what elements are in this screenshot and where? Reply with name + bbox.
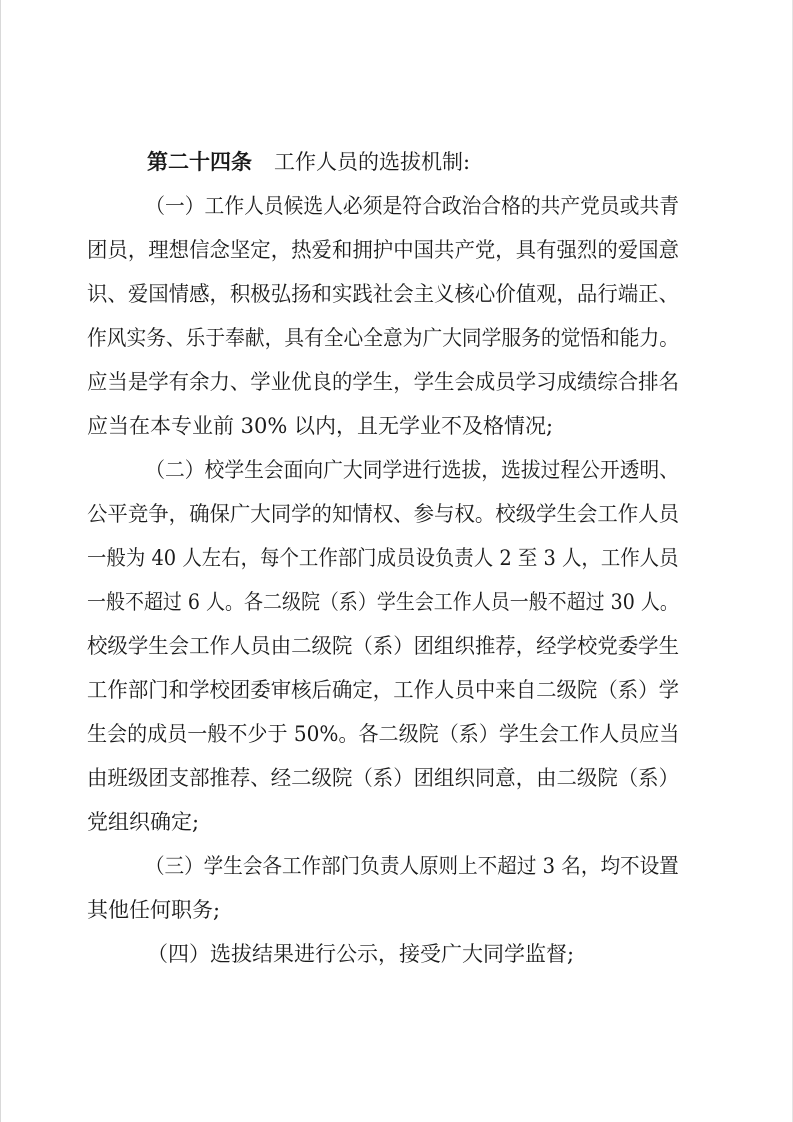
article-heading — [117, 140, 709, 184]
document-body — [87, 140, 709, 976]
paragraph-line: 工作部门和学校团委审核后确定，工作人员中来自二级院（系）学 — [87, 678, 679, 702]
paragraph-line: （三）学生会各工作部门负责人原则上不超过 3 名，均不设置 — [144, 854, 679, 878]
paragraph-line: （二）校学生会面向广大同学进行选拔，选拔过程公开透明、 — [145, 458, 679, 482]
paragraph-line: 作风实务、乐于奉献，具有全心全意为广大同学服务的觉悟和能力。 — [87, 326, 679, 350]
article-number: 第二十四条 — [147, 150, 252, 174]
paragraph — [87, 184, 709, 448]
paragraph-line: 团员，理想信念坚定，热爱和拥护中国共产党，具有强烈的爱国意 — [87, 238, 679, 262]
paragraph-line: 生会的成员一般不少于 50%。各二级院（系）学生会工作人员应当 — [87, 722, 680, 746]
paragraph-line: 识、爱国情感，积极弘扬和实践社会主义核心价值观，品行端正、 — [87, 282, 679, 306]
paragraph-line: 应当在本专业前 30% 以内，且无学业不及格情况; — [87, 414, 554, 438]
page-edge-left — [0, 0, 1, 1122]
paragraph — [87, 448, 709, 844]
paragraph-line: 校级学生会工作人员由二级院（系）团组织推荐，经学校党委学生 — [87, 634, 679, 658]
article-title: 工作人员的选拔机制: — [274, 150, 471, 174]
paragraph-line: 其他任何职务; — [87, 898, 221, 922]
paragraph — [87, 844, 709, 932]
paragraph-line: 由班级团支部推荐、经二级院（系）团组织同意，由二级院（系） — [87, 766, 679, 790]
paragraph-line: 一般不超过 6 人。各二级院（系）学生会工作人员一般不超过 30 人。 — [87, 590, 679, 614]
paragraph-line: 党组织确定; — [87, 810, 200, 834]
paragraph-line: （一）工作人员候选人必须是符合政治合格的共产党员或共青 — [145, 194, 679, 218]
paragraph-line: （四）选拔结果进行公示，接受广大同学监督; — [147, 942, 575, 966]
paragraph — [117, 932, 709, 976]
paragraph-list — [87, 184, 709, 976]
paragraph-line: 应当是学有余力、学业优良的学生，学生会成员学习成绩综合排名 — [87, 370, 679, 394]
paragraph-line: 公平竞争，确保广大同学的知情权、参与权。校级学生会工作人员 — [87, 502, 679, 526]
paragraph-line: 一般为 40 人左右，每个工作部门成员设负责人 2 至 3 人，工作人员 — [87, 546, 679, 570]
